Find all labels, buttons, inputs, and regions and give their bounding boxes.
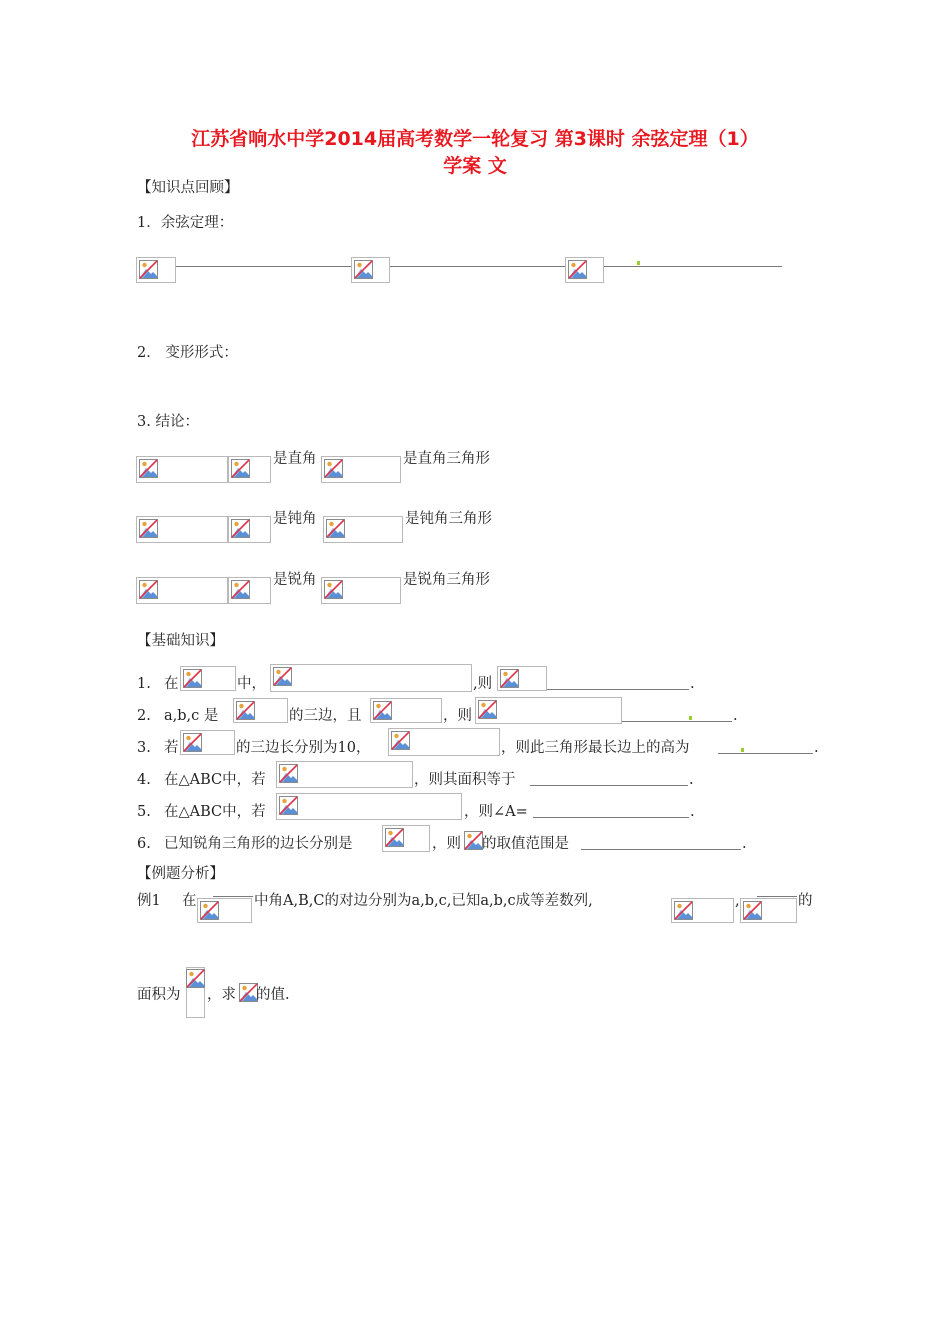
answer-blank	[530, 785, 688, 786]
formula-image	[388, 728, 500, 756]
section-basic: 【基础知识】	[137, 633, 224, 649]
question-end: .	[690, 804, 695, 820]
formula-image	[276, 793, 462, 820]
question-text: ,则	[473, 676, 493, 692]
conclusion-acute: 是锐角	[273, 572, 317, 588]
conclusion-obtuse-triangle: 是钝角三角形	[405, 511, 492, 527]
conclusion-right: 是直角	[273, 451, 317, 467]
mark-dot	[637, 261, 640, 265]
formula-image	[136, 257, 176, 283]
broken-image-icon	[183, 733, 202, 752]
formula-image	[186, 967, 205, 1018]
formula-image	[276, 761, 413, 788]
broken-image-icon	[391, 731, 410, 750]
formula-image	[671, 898, 734, 923]
example-text: ,	[735, 893, 740, 909]
question-text: 的三边长分别为10，	[236, 740, 371, 756]
example-label: 例1	[137, 893, 161, 909]
answer-blank	[718, 753, 813, 754]
broken-image-icon	[279, 764, 298, 783]
blank-line	[213, 896, 253, 897]
question-number: 4.	[137, 772, 151, 788]
blank-line	[176, 266, 351, 267]
question-text: ，则	[443, 708, 472, 724]
formula-image	[740, 898, 797, 923]
broken-image-icon	[139, 580, 158, 599]
broken-image-icon	[279, 796, 298, 815]
question-text: 在	[164, 676, 179, 692]
broken-image-icon	[200, 901, 219, 920]
formula-image	[228, 456, 271, 483]
mark-dot	[741, 748, 744, 752]
broken-image-icon	[139, 459, 158, 478]
broken-image-icon	[236, 701, 255, 720]
formula-image	[497, 666, 547, 691]
broken-image-icon	[231, 580, 250, 599]
broken-image-icon	[674, 901, 693, 920]
conclusion-right-triangle: 是直角三角形	[403, 451, 490, 467]
formula-image	[565, 257, 604, 283]
conclusion-obtuse: 是钝角	[273, 511, 317, 527]
formula-image	[464, 831, 482, 849]
question-text: 若	[164, 740, 179, 756]
formula-image	[180, 666, 236, 691]
formula-image	[475, 697, 622, 724]
broken-image-icon	[568, 260, 587, 279]
broken-image-icon	[500, 669, 519, 688]
review-item-1: 1．余弦定理：	[137, 215, 234, 231]
broken-image-icon	[186, 969, 205, 988]
question-number: 3.	[137, 740, 151, 756]
broken-image-icon	[139, 519, 158, 538]
question-number: 1.	[137, 676, 151, 692]
example-text: 面积为	[137, 987, 181, 1003]
example-text: 的值.	[256, 987, 290, 1003]
section-example: 【例题分析】	[137, 866, 224, 882]
formula-image	[323, 516, 403, 543]
formula-image	[228, 516, 271, 543]
question-text: 中，	[237, 676, 266, 692]
formula-image	[382, 825, 430, 852]
page-subtitle: 学案 文	[443, 155, 507, 177]
formula-image	[228, 577, 271, 604]
formula-image	[136, 577, 228, 604]
question-text: 在△ABC中，若	[164, 804, 266, 820]
mark-dot	[689, 716, 692, 720]
question-end: .	[742, 836, 747, 852]
question-number: 2.	[137, 708, 151, 724]
review-item-3: 3. 结论：	[137, 414, 199, 430]
blank-line	[757, 896, 797, 897]
formula-image	[321, 456, 401, 483]
question-text: 的三边，且	[289, 708, 362, 724]
example-text: ，求	[207, 987, 236, 1003]
question-end: .	[733, 708, 738, 724]
formula-image	[136, 456, 228, 483]
answer-blank	[622, 721, 732, 722]
formula-image	[351, 257, 390, 283]
broken-image-icon	[373, 701, 392, 720]
page-title: 江苏省响水中学2014届高考数学一轮复习 第3课时 余弦定理（1）	[191, 128, 759, 150]
broken-image-icon	[139, 260, 158, 279]
formula-image	[197, 898, 252, 923]
question-text: ，则	[432, 836, 461, 852]
question-end: .	[690, 676, 695, 692]
formula-image	[180, 730, 235, 755]
question-text: ，则其面积等于	[414, 772, 516, 788]
broken-image-icon	[385, 828, 404, 847]
broken-image-icon	[324, 580, 343, 599]
question-text: 已知锐角三角形的边长分别是	[164, 836, 353, 852]
blank-line	[604, 266, 782, 267]
question-text: 在△ABC中，若	[164, 772, 266, 788]
formula-image	[233, 698, 288, 723]
broken-image-icon	[183, 669, 202, 688]
broken-image-icon	[354, 260, 373, 279]
question-text: a,b,c 是	[164, 708, 219, 724]
section-review: 【知识点回顾】	[137, 180, 239, 196]
example-text: 在	[182, 893, 197, 909]
review-item-2: 2． 变形形式：	[137, 345, 238, 361]
broken-image-icon	[743, 901, 762, 920]
answer-blank	[533, 817, 689, 818]
example-text: 中角A,B,C的对边分别为a,b,c,已知a,b,c成等差数列,	[254, 893, 593, 909]
blank-line	[390, 266, 565, 267]
conclusion-acute-triangle: 是锐角三角形	[403, 572, 490, 588]
formula-image	[270, 664, 472, 692]
broken-image-icon	[464, 831, 483, 850]
broken-image-icon	[324, 459, 343, 478]
question-end: .	[689, 772, 694, 788]
formula-image	[370, 698, 442, 723]
answer-blank	[547, 689, 689, 690]
formula-image	[321, 577, 401, 604]
question-text: ，则此三角形最长边上的高为	[501, 740, 690, 756]
broken-image-icon	[231, 519, 250, 538]
question-end: .	[814, 740, 819, 756]
question-text: 的取值范围是	[482, 836, 569, 852]
broken-image-icon	[231, 459, 250, 478]
question-text: ，则∠A=	[464, 804, 528, 820]
formula-image	[136, 516, 228, 543]
broken-image-icon	[326, 519, 345, 538]
broken-image-icon	[273, 667, 292, 686]
question-number: 6.	[137, 836, 151, 852]
example-text: 的	[798, 893, 813, 909]
question-number: 5.	[137, 804, 151, 820]
answer-blank	[581, 849, 741, 850]
broken-image-icon	[478, 700, 497, 719]
formula-image	[239, 983, 256, 1001]
